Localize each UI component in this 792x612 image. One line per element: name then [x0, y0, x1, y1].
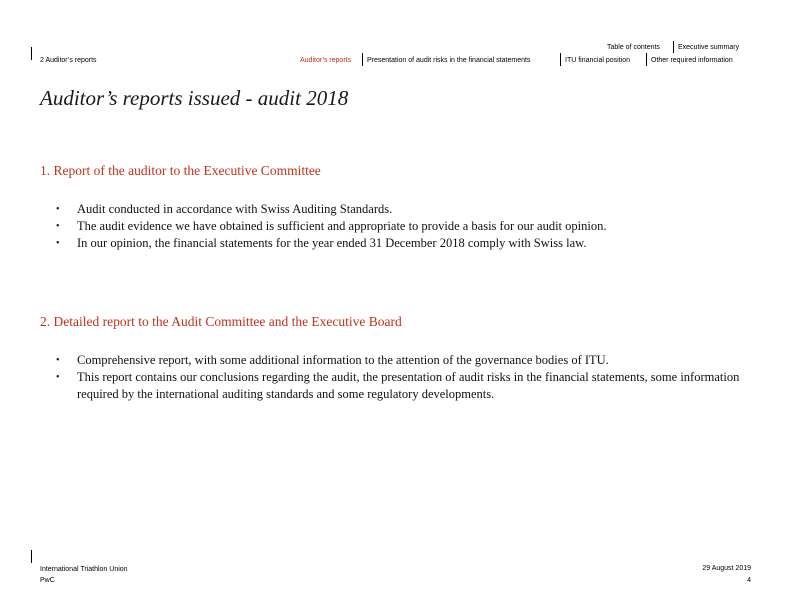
section-2-heading: 2. Detailed report to the Audit Committee and the Executive Board	[40, 314, 402, 329]
list-item: • Comprehensive report, with some additional information to the attention of the governance bodies of ITU.	[56, 352, 746, 369]
corner-mark-bottom	[31, 550, 32, 563]
page-title: Auditor’s reports issued - audit 2018	[40, 86, 349, 110]
top-nav-separator	[673, 41, 674, 53]
page-number: 4	[747, 577, 751, 584]
nav-separator-3	[646, 53, 647, 66]
section-1-heading: 1. Report of the auditor to the Executive Committee	[40, 163, 321, 178]
list-item: • The audit evidence we have obtained is sufficient and appropriate to provide a basis for our audit opinion.	[56, 218, 746, 235]
footer-date: 29 August 2019	[702, 565, 751, 572]
nav-itu-financial-position[interactable]: ITU financial position	[565, 57, 630, 64]
section-label: 2 Auditor’s reports	[40, 57, 97, 64]
list-item: • In our opinion, the financial statements for the year ended 31 December 2018 comply with Swiss law.	[56, 235, 746, 252]
nav-other-required-information[interactable]: Other required information	[651, 57, 733, 64]
section-2-bullets	[56, 352, 746, 403]
footer-organization: International Triathlon Union	[40, 566, 128, 573]
nav-table-of-contents[interactable]: Table of contents	[607, 44, 660, 51]
list-item: • This report contains our conclusions regarding the audit, the presentation of audit risks in the financial statements, some information required by the international auditing standards and some regulatory developments.	[56, 369, 746, 403]
list-item: • Audit conducted in accordance with Swiss Auditing Standards.	[56, 201, 746, 218]
nav-separator-1	[362, 53, 363, 66]
nav-executive-summary[interactable]: Executive summary	[678, 44, 740, 51]
corner-mark-top	[31, 47, 32, 60]
nav-presentation-audit-risks[interactable]: Presentation of audit risks in the financial statements	[367, 57, 531, 64]
section-1-bullets	[56, 201, 746, 252]
nav-auditors-reports[interactable]: Auditor’s reports	[300, 57, 352, 64]
nav-separator-2	[560, 53, 561, 66]
footer-firm: PwC	[40, 577, 55, 584]
